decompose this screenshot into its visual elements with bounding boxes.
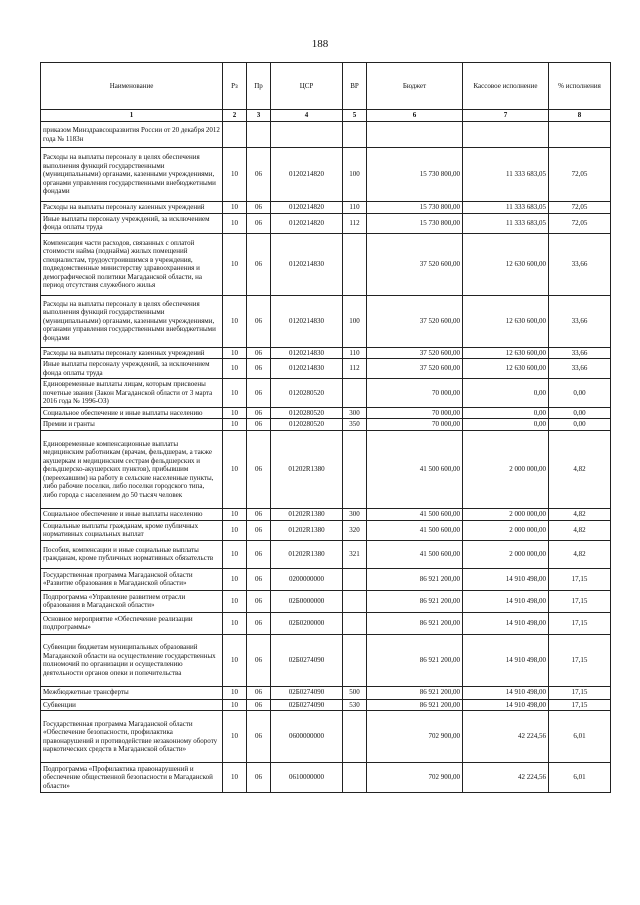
row-budget: 86 921 200,00 bbox=[367, 634, 463, 686]
row-pr: 06 bbox=[247, 347, 271, 359]
row-vr: 320 bbox=[343, 520, 367, 540]
row-kassa: 14 910 498,00 bbox=[463, 612, 549, 634]
header-name: Наименование bbox=[41, 63, 223, 110]
row-budget: 37 520 600,00 bbox=[367, 295, 463, 347]
table-row bbox=[41, 202, 611, 214]
row-kassa: 42 224,56 bbox=[463, 763, 549, 793]
row-pct: 6,01 bbox=[549, 763, 611, 793]
row-budget: 86 921 200,00 bbox=[367, 590, 463, 612]
row-csr: 01202R1380 bbox=[271, 520, 343, 540]
row-vr: 112 bbox=[343, 213, 367, 233]
row-pr bbox=[247, 122, 271, 148]
row-budget: 86 921 200,00 bbox=[367, 686, 463, 699]
row-name: Компенсация части расходов, связанных с оплатой стоимости найма (поднайма) жилых помещений специалистам, трудоустроившимся в учреждения, подведомственные министерству здравоохранения и демографической политики Магаданской области, на период отсутствия служебного жилья bbox=[41, 233, 223, 295]
row-rz: 10 bbox=[223, 295, 247, 347]
column-number: 8 bbox=[549, 110, 611, 122]
row-name: Расходы на выплаты персоналу казенных учреждений bbox=[41, 347, 223, 359]
row-vr: 112 bbox=[343, 359, 367, 379]
column-number: 6 bbox=[367, 110, 463, 122]
row-name: Единовременные компенсационные выплаты медицинским работникам (врачам, фельдшерам, а также акушеркам и медицинским сестрам фельдшерских и фельдшерско-акушерских пунктов), прибывшим (переехавшим) на работу в сельские населенные пункты, либо рабочие поселки, либо поселки городского типа, либо города с населением до 50 тысяч человек bbox=[41, 431, 223, 509]
row-csr: 0120214830 bbox=[271, 233, 343, 295]
row-name: Государственная программа Магаданской области «Развитие образования в Магаданской области» bbox=[41, 568, 223, 590]
row-csr: 02Б0274090 bbox=[271, 686, 343, 699]
table-row bbox=[41, 359, 611, 379]
row-budget: 70 000,00 bbox=[367, 407, 463, 419]
budget-execution-table bbox=[40, 62, 611, 793]
row-pct: 17,15 bbox=[549, 634, 611, 686]
table-row bbox=[41, 699, 611, 711]
table-row bbox=[41, 763, 611, 793]
row-pr: 06 bbox=[247, 202, 271, 214]
row-vr: 321 bbox=[343, 540, 367, 568]
row-pr: 06 bbox=[247, 407, 271, 419]
row-rz: 10 bbox=[223, 359, 247, 379]
row-rz: 10 bbox=[223, 711, 247, 763]
row-kassa: 12 630 600,00 bbox=[463, 295, 549, 347]
row-kassa: 14 910 498,00 bbox=[463, 568, 549, 590]
row-name: Субвенции bbox=[41, 699, 223, 711]
row-kassa: 2 000 000,00 bbox=[463, 540, 549, 568]
row-budget: 702 900,00 bbox=[367, 711, 463, 763]
row-name: Межбюджетные трансферты bbox=[41, 686, 223, 699]
row-name: Пособия, компенсации и иные социальные выплаты гражданам, кроме публичных нормативных обязательств bbox=[41, 540, 223, 568]
row-pr: 06 bbox=[247, 520, 271, 540]
header-rz: Рз bbox=[223, 63, 247, 110]
row-name: Государственная программа Магаданской области «Обеспечение безопасности, профилактика правонарушений и противодействие незаконному обороту наркотических средств в Магаданской области» bbox=[41, 711, 223, 763]
row-csr: 0600000000 bbox=[271, 711, 343, 763]
row-kassa: 42 224,56 bbox=[463, 711, 549, 763]
row-pct: 0,00 bbox=[549, 419, 611, 431]
row-kassa: 12 630 600,00 bbox=[463, 347, 549, 359]
header-pct: % исполнения bbox=[549, 63, 611, 110]
row-vr bbox=[343, 233, 367, 295]
row-budget: 15 730 800,00 bbox=[367, 148, 463, 202]
row-rz: 10 bbox=[223, 213, 247, 233]
row-budget: 15 730 800,00 bbox=[367, 202, 463, 214]
row-pct: 33,66 bbox=[549, 359, 611, 379]
row-rz: 10 bbox=[223, 407, 247, 419]
row-pr: 06 bbox=[247, 379, 271, 408]
row-name: Расходы на выплаты персоналу в целях обеспечения выполнения функций государственными (муниципальными) органами, казенными учреждениями, органами управления государственными внебюджетными фондами bbox=[41, 148, 223, 202]
page-number: 188 bbox=[311, 38, 329, 50]
row-pr: 06 bbox=[247, 763, 271, 793]
column-number: 3 bbox=[247, 110, 271, 122]
row-pct: 4,82 bbox=[549, 509, 611, 521]
row-rz: 10 bbox=[223, 520, 247, 540]
row-budget: 37 520 600,00 bbox=[367, 359, 463, 379]
row-budget: 15 730 800,00 bbox=[367, 213, 463, 233]
header-vr: ВР bbox=[343, 63, 367, 110]
table-body bbox=[41, 122, 611, 793]
row-csr: 0200000000 bbox=[271, 568, 343, 590]
header-budget: Бюджет bbox=[367, 63, 463, 110]
row-budget: 86 921 200,00 bbox=[367, 612, 463, 634]
row-csr: 02Б0274090 bbox=[271, 699, 343, 711]
row-rz: 10 bbox=[223, 763, 247, 793]
row-vr: 110 bbox=[343, 202, 367, 214]
column-number: 5 bbox=[343, 110, 367, 122]
row-rz: 10 bbox=[223, 634, 247, 686]
table-row bbox=[41, 431, 611, 509]
row-name: Основное мероприятие «Обеспечение реализации подпрограммы» bbox=[41, 612, 223, 634]
row-kassa: 14 910 498,00 bbox=[463, 699, 549, 711]
row-pct: 4,82 bbox=[549, 540, 611, 568]
row-kassa: 12 630 600,00 bbox=[463, 233, 549, 295]
header-csr: ЦСР bbox=[271, 63, 343, 110]
table-row bbox=[41, 509, 611, 521]
row-kassa: 11 333 683,05 bbox=[463, 202, 549, 214]
row-pr: 06 bbox=[247, 699, 271, 711]
header-pr: Пр bbox=[247, 63, 271, 110]
row-pct: 4,82 bbox=[549, 520, 611, 540]
row-budget: 37 520 600,00 bbox=[367, 347, 463, 359]
table-row bbox=[41, 379, 611, 408]
row-pr: 06 bbox=[247, 233, 271, 295]
row-pr: 06 bbox=[247, 419, 271, 431]
row-rz: 10 bbox=[223, 509, 247, 521]
table-row bbox=[41, 634, 611, 686]
row-rz: 10 bbox=[223, 612, 247, 634]
row-pct: 0,00 bbox=[549, 379, 611, 408]
row-budget: 86 921 200,00 bbox=[367, 699, 463, 711]
row-rz: 10 bbox=[223, 419, 247, 431]
row-budget: 41 500 600,00 bbox=[367, 520, 463, 540]
row-pct: 0,00 bbox=[549, 407, 611, 419]
row-kassa: 0,00 bbox=[463, 407, 549, 419]
row-rz: 10 bbox=[223, 699, 247, 711]
column-number-row bbox=[41, 110, 611, 122]
row-pct: 17,15 bbox=[549, 699, 611, 711]
table-row bbox=[41, 711, 611, 763]
row-name: Субвенции бюджетам муниципальных образований Магаданской области на осуществление государственных полномочий по организации и осуществлению деятельности органов опеки и попечительства bbox=[41, 634, 223, 686]
table-header-row bbox=[41, 63, 611, 110]
row-name: Премии и гранты bbox=[41, 419, 223, 431]
row-kassa: 11 333 683,05 bbox=[463, 213, 549, 233]
column-number: 4 bbox=[271, 110, 343, 122]
row-pct: 17,15 bbox=[549, 612, 611, 634]
row-pct: 72,05 bbox=[549, 202, 611, 214]
row-csr: 0120214830 bbox=[271, 295, 343, 347]
row-pr: 06 bbox=[247, 612, 271, 634]
row-vr: 350 bbox=[343, 419, 367, 431]
row-name: Расходы на выплаты персоналу казенных учреждений bbox=[41, 202, 223, 214]
row-name: приказом Минздравсоцразвития России от 20 декабря 2012 года № 1183н bbox=[41, 122, 223, 148]
table-row bbox=[41, 213, 611, 233]
row-csr: 0120280520 bbox=[271, 407, 343, 419]
row-rz: 10 bbox=[223, 590, 247, 612]
row-name: Иные выплаты персоналу учреждений, за исключением фонда оплаты труда bbox=[41, 213, 223, 233]
row-pr: 06 bbox=[247, 540, 271, 568]
table-row bbox=[41, 347, 611, 359]
row-pr: 06 bbox=[247, 590, 271, 612]
table-row bbox=[41, 520, 611, 540]
row-rz: 10 bbox=[223, 431, 247, 509]
row-csr: 01202R1380 bbox=[271, 540, 343, 568]
row-kassa: 12 630 600,00 bbox=[463, 359, 549, 379]
row-pct: 33,66 bbox=[549, 233, 611, 295]
row-rz: 10 bbox=[223, 540, 247, 568]
row-kassa bbox=[463, 122, 549, 148]
header-kassa: Кассовое исполнение bbox=[463, 63, 549, 110]
row-pr: 06 bbox=[247, 686, 271, 699]
row-budget: 41 500 600,00 bbox=[367, 540, 463, 568]
table-row bbox=[41, 122, 611, 148]
row-kassa: 0,00 bbox=[463, 419, 549, 431]
row-kassa: 14 910 498,00 bbox=[463, 686, 549, 699]
row-kassa: 14 910 498,00 bbox=[463, 634, 549, 686]
row-vr: 110 bbox=[343, 347, 367, 359]
row-vr: 100 bbox=[343, 148, 367, 202]
row-rz: 10 bbox=[223, 202, 247, 214]
table-row bbox=[41, 540, 611, 568]
row-kassa: 2 000 000,00 bbox=[463, 509, 549, 521]
row-kassa: 14 910 498,00 bbox=[463, 590, 549, 612]
row-rz: 10 bbox=[223, 347, 247, 359]
row-name: Социальные выплаты гражданам, кроме публичных нормативных социальных выплат bbox=[41, 520, 223, 540]
row-vr: 530 bbox=[343, 699, 367, 711]
row-name: Социальное обеспечение и иные выплаты населению bbox=[41, 509, 223, 521]
row-pct: 17,15 bbox=[549, 590, 611, 612]
row-pr: 06 bbox=[247, 295, 271, 347]
row-budget: 86 921 200,00 bbox=[367, 568, 463, 590]
row-csr bbox=[271, 122, 343, 148]
row-name: Единовременные выплаты лицам, которым присвоены почетные звания (Закон Магаданской области от 3 марта 2016 года № 1996-ОЗ) bbox=[41, 379, 223, 408]
row-csr: 0120214830 bbox=[271, 347, 343, 359]
row-csr: 0120214820 bbox=[271, 202, 343, 214]
row-pct: 6,01 bbox=[549, 711, 611, 763]
row-pr: 06 bbox=[247, 431, 271, 509]
row-vr bbox=[343, 612, 367, 634]
row-budget bbox=[367, 122, 463, 148]
table-row bbox=[41, 568, 611, 590]
row-name: Социальное обеспечение и иные выплаты населению bbox=[41, 407, 223, 419]
row-pct: 72,05 bbox=[549, 148, 611, 202]
row-vr bbox=[343, 711, 367, 763]
row-csr: 01202R1380 bbox=[271, 431, 343, 509]
row-vr bbox=[343, 379, 367, 408]
row-name: Иные выплаты персоналу учреждений, за исключением фонда оплаты труда bbox=[41, 359, 223, 379]
row-pct: 72,05 bbox=[549, 213, 611, 233]
row-vr: 500 bbox=[343, 686, 367, 699]
row-pct: 33,66 bbox=[549, 295, 611, 347]
row-kassa: 2 000 000,00 bbox=[463, 431, 549, 509]
row-vr bbox=[343, 634, 367, 686]
column-number: 1 bbox=[41, 110, 223, 122]
column-number: 2 bbox=[223, 110, 247, 122]
row-pct: 4,82 bbox=[549, 431, 611, 509]
row-budget: 37 520 600,00 bbox=[367, 233, 463, 295]
row-vr bbox=[343, 122, 367, 148]
table-row bbox=[41, 148, 611, 202]
table-row bbox=[41, 686, 611, 699]
row-csr: 0120214830 bbox=[271, 359, 343, 379]
row-csr: 02Б0274090 bbox=[271, 634, 343, 686]
row-csr: 0120214820 bbox=[271, 213, 343, 233]
row-kassa: 11 333 683,05 bbox=[463, 148, 549, 202]
row-budget: 70 000,00 bbox=[367, 379, 463, 408]
row-csr: 0610000000 bbox=[271, 763, 343, 793]
row-name: Расходы на выплаты персоналу в целях обеспечения выполнения функций государственными (муниципальными) органами, казенными учреждениями, органами управления государственными внебюджетными фондами bbox=[41, 295, 223, 347]
row-csr: 0120280520 bbox=[271, 379, 343, 408]
row-vr bbox=[343, 590, 367, 612]
table-row bbox=[41, 407, 611, 419]
row-pr: 06 bbox=[247, 509, 271, 521]
table-row bbox=[41, 590, 611, 612]
column-number: 7 bbox=[463, 110, 549, 122]
row-kassa: 0,00 bbox=[463, 379, 549, 408]
row-name: Подпрограмма «Профилактика правонарушений и обеспечение общественной безопасности в Магаданской области» bbox=[41, 763, 223, 793]
row-budget: 41 500 600,00 bbox=[367, 509, 463, 521]
row-kassa: 2 000 000,00 bbox=[463, 520, 549, 540]
row-rz: 10 bbox=[223, 686, 247, 699]
row-pct bbox=[549, 122, 611, 148]
row-pct: 17,15 bbox=[549, 686, 611, 699]
row-csr: 02Б0000000 bbox=[271, 590, 343, 612]
row-vr: 100 bbox=[343, 295, 367, 347]
table-row bbox=[41, 295, 611, 347]
row-rz: 10 bbox=[223, 568, 247, 590]
row-name: Подпрограмма «Управление развитием отрасли образования в Магаданской области» bbox=[41, 590, 223, 612]
row-vr: 300 bbox=[343, 509, 367, 521]
table-row bbox=[41, 419, 611, 431]
row-vr: 300 bbox=[343, 407, 367, 419]
table-row bbox=[41, 233, 611, 295]
row-rz: 10 bbox=[223, 148, 247, 202]
row-pr: 06 bbox=[247, 213, 271, 233]
row-rz bbox=[223, 122, 247, 148]
row-rz: 10 bbox=[223, 379, 247, 408]
row-budget: 702 900,00 bbox=[367, 763, 463, 793]
row-csr: 0120214820 bbox=[271, 148, 343, 202]
row-pr: 06 bbox=[247, 711, 271, 763]
row-pct: 17,15 bbox=[549, 568, 611, 590]
row-rz: 10 bbox=[223, 233, 247, 295]
row-vr bbox=[343, 431, 367, 509]
row-vr bbox=[343, 568, 367, 590]
row-csr: 02Б0200000 bbox=[271, 612, 343, 634]
row-pr: 06 bbox=[247, 359, 271, 379]
row-pr: 06 bbox=[247, 148, 271, 202]
row-pr: 06 bbox=[247, 568, 271, 590]
row-vr bbox=[343, 763, 367, 793]
row-pct: 33,66 bbox=[549, 347, 611, 359]
row-budget: 70 000,00 bbox=[367, 419, 463, 431]
row-csr: 01202R1380 bbox=[271, 509, 343, 521]
row-csr: 0120280520 bbox=[271, 419, 343, 431]
table-row bbox=[41, 612, 611, 634]
row-pr: 06 bbox=[247, 634, 271, 686]
row-budget: 41 500 600,00 bbox=[367, 431, 463, 509]
